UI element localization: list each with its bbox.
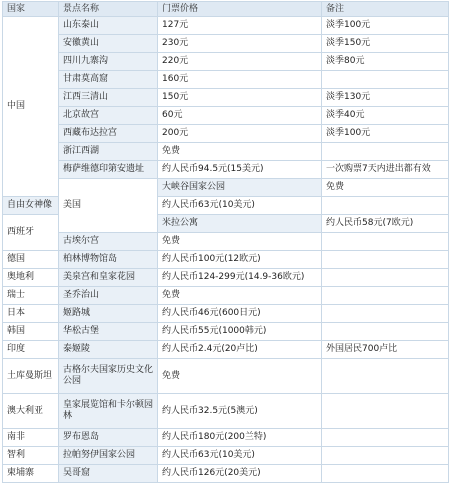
note-cell: 淡季150元 bbox=[322, 35, 449, 53]
price-cell: 免费 bbox=[158, 233, 322, 251]
table-row bbox=[3, 323, 449, 341]
note-cell bbox=[322, 287, 449, 305]
country-cell: 南非 bbox=[3, 429, 59, 447]
site-cell: 米拉公寓 bbox=[158, 215, 322, 233]
site-cell: 古格尔夫国家历史文化公园 bbox=[59, 359, 158, 394]
attractions-table bbox=[2, 1, 449, 483]
price-cell: 160元 bbox=[158, 71, 322, 89]
table-row bbox=[3, 394, 449, 429]
note-cell: 一次购票7天内进出都有效 bbox=[322, 161, 449, 179]
note-cell bbox=[322, 71, 449, 89]
site-cell: 安徽黄山 bbox=[59, 35, 158, 53]
site-cell: 泰姬陵 bbox=[59, 341, 158, 359]
table-row bbox=[3, 251, 449, 269]
country-cell: 澳大利亚 bbox=[3, 394, 59, 429]
site-cell: 甘肃莫高窟 bbox=[59, 71, 158, 89]
site-cell: 拉帕努伊国家公园 bbox=[59, 447, 158, 465]
table-row bbox=[3, 143, 449, 161]
table-row bbox=[3, 465, 449, 483]
site-cell: 西藏布达拉宫 bbox=[59, 125, 158, 143]
site-cell: 古埃尔宫 bbox=[59, 233, 158, 251]
note-cell bbox=[322, 269, 449, 287]
country-cell: 日本 bbox=[3, 305, 59, 323]
note-cell: 淡季80元 bbox=[322, 53, 449, 71]
site-cell: 北京故宫 bbox=[59, 107, 158, 125]
price-cell: 约人民币100元(12欧元) bbox=[158, 251, 322, 269]
site-cell: 姬路城 bbox=[59, 305, 158, 323]
site-cell: 华松古堡 bbox=[59, 323, 158, 341]
site-cell: 大峡谷国家公园 bbox=[158, 179, 322, 197]
price-cell: 约人民币58元(7欧元) bbox=[322, 215, 449, 233]
table-row bbox=[3, 287, 449, 305]
table-row bbox=[3, 161, 449, 179]
table-row bbox=[3, 17, 449, 35]
note-cell: 淡季40元 bbox=[322, 107, 449, 125]
country-cell: 美国 bbox=[59, 179, 158, 233]
table-row bbox=[3, 53, 449, 71]
price-cell: 免费 bbox=[158, 143, 322, 161]
country-cell: 智利 bbox=[3, 447, 59, 465]
price-cell: 127元 bbox=[158, 17, 322, 35]
table-row bbox=[3, 447, 449, 465]
site-cell: 圣乔治山 bbox=[59, 287, 158, 305]
site-cell: 罗布恩岛 bbox=[59, 429, 158, 447]
table-row bbox=[3, 269, 449, 287]
note-cell bbox=[322, 323, 449, 341]
table-row bbox=[3, 71, 449, 89]
header-row bbox=[3, 2, 449, 17]
price-cell: 约人民币124-299元(14.9-36欧元) bbox=[158, 269, 322, 287]
site-cell: 梅萨维德印第安遗址 bbox=[59, 161, 158, 179]
table-body bbox=[3, 17, 449, 483]
table-row bbox=[3, 125, 449, 143]
country-cell: 韩国 bbox=[3, 323, 59, 341]
price-cell: 约人民币63元(10美元) bbox=[158, 447, 322, 465]
country-cell: 德国 bbox=[3, 251, 59, 269]
country-cell: 西班牙 bbox=[3, 215, 59, 251]
note-cell bbox=[322, 465, 449, 483]
note-cell bbox=[322, 359, 449, 394]
note-cell bbox=[322, 251, 449, 269]
table-row bbox=[3, 89, 449, 107]
price-cell: 约人民币55元(1000韩元) bbox=[158, 323, 322, 341]
country-cell: 奥地利 bbox=[3, 269, 59, 287]
note-cell: 淡季100元 bbox=[322, 125, 449, 143]
price-cell: 约人民币63元(10美元) bbox=[158, 197, 322, 215]
price-cell: 免费 bbox=[322, 179, 449, 197]
price-cell: 约人民币2.4元(20卢比) bbox=[158, 341, 322, 359]
note-cell bbox=[322, 447, 449, 465]
header-price: 门票价格 bbox=[158, 2, 322, 17]
price-cell: 约人民币180元(200兰特) bbox=[158, 429, 322, 447]
site-cell: 浙江西湖 bbox=[59, 143, 158, 161]
site-cell: 四川九寨沟 bbox=[59, 53, 158, 71]
country-cell: 柬埔寨 bbox=[3, 465, 59, 483]
table-row bbox=[3, 341, 449, 359]
site-cell: 柏林博物馆岛 bbox=[59, 251, 158, 269]
table-row bbox=[3, 429, 449, 447]
price-cell: 约人民币46元(600日元) bbox=[158, 305, 322, 323]
site-cell: 山东泰山 bbox=[59, 17, 158, 35]
country-cell: 瑞士 bbox=[3, 287, 59, 305]
price-cell: 约人民币126元(20美元) bbox=[158, 465, 322, 483]
site-cell: 皇家展览馆和卡尔顿园林 bbox=[59, 394, 158, 429]
note-cell: 淡季100元 bbox=[322, 17, 449, 35]
price-cell: 200元 bbox=[158, 125, 322, 143]
site-cell: 自由女神像 bbox=[3, 197, 59, 215]
country-cell: 土库曼斯坦 bbox=[3, 359, 59, 394]
price-cell: 免费 bbox=[158, 359, 322, 394]
site-cell: 江西三清山 bbox=[59, 89, 158, 107]
price-cell: 60元 bbox=[158, 107, 322, 125]
table-row bbox=[3, 305, 449, 323]
note-cell: 外国居民700卢比 bbox=[322, 341, 449, 359]
table-row bbox=[3, 107, 449, 125]
site-cell: 吴哥窟 bbox=[59, 465, 158, 483]
header-site: 景点名称 bbox=[59, 2, 158, 17]
site-cell: 美泉宫和皇家花园 bbox=[59, 269, 158, 287]
price-cell: 230元 bbox=[158, 35, 322, 53]
table-row bbox=[3, 359, 449, 394]
table-row bbox=[3, 179, 449, 197]
note-cell bbox=[322, 429, 449, 447]
price-cell: 约人民币32.5元(5澳元) bbox=[158, 394, 322, 429]
note-cell bbox=[322, 143, 449, 161]
table-row bbox=[3, 233, 449, 251]
price-cell: 免费 bbox=[158, 287, 322, 305]
note-cell: 淡季130元 bbox=[322, 89, 449, 107]
note-cell bbox=[322, 305, 449, 323]
country-cell: 中国 bbox=[3, 17, 59, 197]
note-cell bbox=[322, 197, 449, 215]
note-cell bbox=[322, 233, 449, 251]
price-cell: 约人民币94.5元(15美元) bbox=[158, 161, 322, 179]
price-cell: 220元 bbox=[158, 53, 322, 71]
note-cell bbox=[322, 394, 449, 429]
header-country: 国家 bbox=[3, 2, 59, 17]
header-note: 备注 bbox=[322, 2, 449, 17]
country-cell: 印度 bbox=[3, 341, 59, 359]
price-cell: 150元 bbox=[158, 89, 322, 107]
table-row bbox=[3, 35, 449, 53]
